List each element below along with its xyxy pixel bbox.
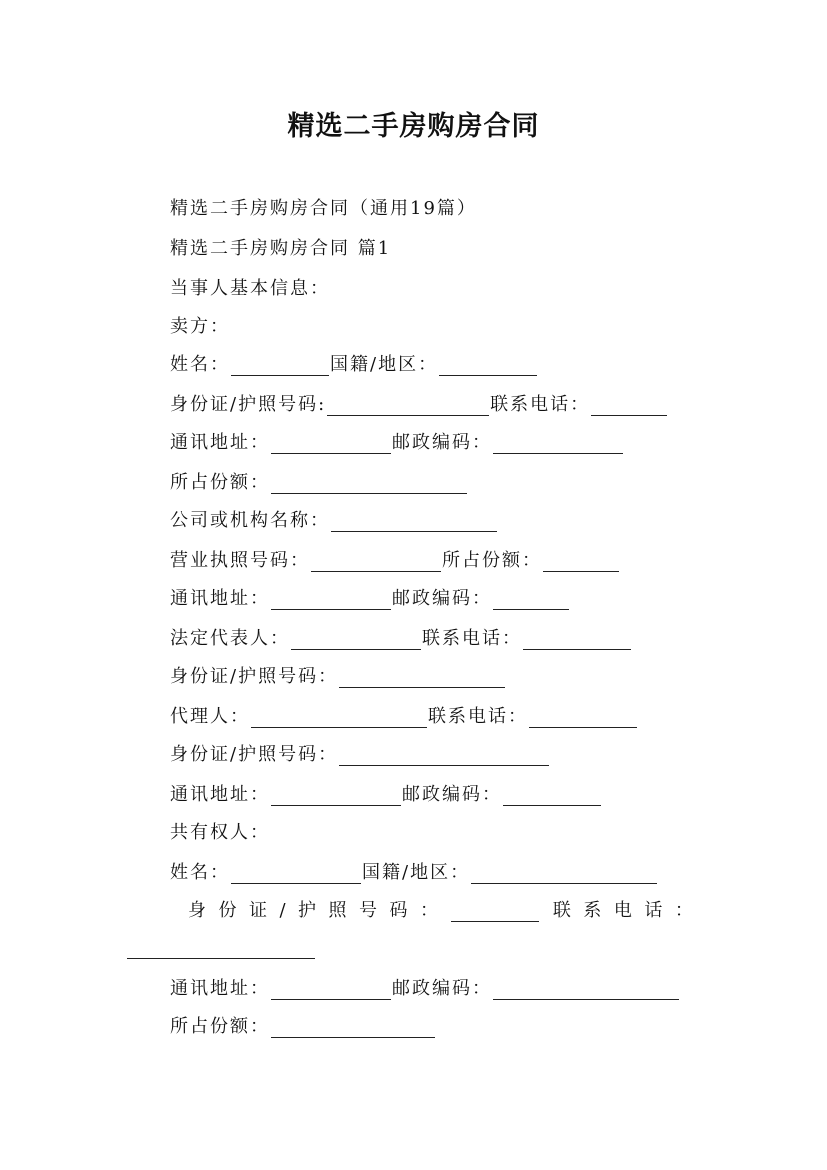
postcode-field[interactable] [493,435,623,454]
nationality-field[interactable] [471,865,657,884]
spread-char: 证 [248,900,267,921]
id-field[interactable] [339,669,505,688]
spread-char: 码 [389,900,408,921]
share-label: 所占份额： [170,1016,270,1037]
spread-char: 话 [644,900,663,921]
id-label: 身份证/护照号码: [170,394,327,415]
postcode-label: 邮政编码： [392,978,492,999]
seller-heading: 卖方： [170,316,230,337]
address-label: 通讯地址： [170,978,270,999]
legal-rep-id-row [170,666,506,688]
postcode-label: 邮政编码： [392,588,492,609]
spread-char: 联 [552,900,571,921]
company-address-row [170,588,570,610]
phone-field[interactable] [127,940,315,959]
nationality-label: 国籍/地区： [362,862,471,883]
spread-char: / [279,900,286,921]
legal-rep-row [170,628,632,650]
co-owner-id-row [188,900,693,922]
company-label: 公司或机构名称： [170,510,330,531]
share-field[interactable] [543,553,619,572]
spread-char: 份 [218,900,237,921]
spread-char: 身 [188,900,206,921]
postcode-field[interactable] [493,591,569,610]
co-owner-share-row [170,1016,436,1038]
id-field[interactable] [327,397,489,416]
id-field[interactable] [451,903,539,922]
spread-char: 系 [583,900,602,921]
basic-info-heading: 当事人基本信息： [170,278,330,299]
id-label: 身份证/护照号码： [170,744,339,765]
agent-address-row [170,784,602,806]
address-label: 通讯地址： [170,432,270,453]
postcode-label: 邮政编码： [392,432,492,453]
seller-id-row [170,394,668,416]
company-field[interactable] [331,513,497,532]
share-field[interactable] [271,475,467,494]
address-field[interactable] [271,591,391,610]
name-field[interactable] [231,865,361,884]
address-label: 通讯地址： [170,588,270,609]
co-owner-heading: 共有权人： [170,822,270,843]
co-owner-address-row [170,978,680,1000]
share-field[interactable] [271,1019,435,1038]
co-owner-name-row [170,862,658,884]
id-label: 身份证/护照号码： [170,666,339,687]
share-label: 所占份额： [170,472,270,493]
agent-row [170,706,638,728]
document-title: 精选二手房购房合同 [287,111,540,142]
address-field[interactable] [271,787,401,806]
spread-char: 照 [328,900,347,921]
license-label: 营业执照号码： [170,550,310,571]
postcode-label: 邮政编码： [402,784,502,805]
part-heading: 精选二手房购房合同 篇1 [170,238,392,259]
agent-field[interactable] [251,709,427,728]
id-field[interactable] [339,747,549,766]
spread-char: 护 [298,900,317,921]
subtitle: 精选二手房购房合同（通用19篇） [170,198,477,219]
address-field[interactable] [271,981,391,1000]
phone-label: 联系电话： [490,394,591,415]
name-label: 姓名： [170,354,230,375]
license-row [170,550,620,572]
seller-share-row [170,472,468,494]
nationality-label: 国籍/地区： [330,354,439,375]
name-label: 姓名： [170,862,230,883]
postcode-field[interactable] [493,981,679,1000]
agent-label: 代理人： [170,706,250,727]
spread-char: 电 [613,900,632,921]
phone-field[interactable] [523,631,631,650]
seller-name-row [170,354,538,376]
license-field[interactable] [311,553,441,572]
share-label: 所占份额： [442,550,542,571]
phone-label: 联系电话： [428,706,528,727]
seller-address-row [170,432,624,454]
company-row [170,510,498,532]
phone-field[interactable] [591,397,667,416]
spread-char: 号 [358,900,377,921]
phone-label: 联系电话： [422,628,522,649]
postcode-field[interactable] [503,787,601,806]
phone-field[interactable] [529,709,637,728]
co-owner-phone-row [126,940,316,959]
spread-char: ： [419,900,438,921]
nationality-field[interactable] [439,357,537,376]
agent-id-row [170,744,550,766]
name-field[interactable] [231,357,329,376]
address-label: 通讯地址： [170,784,270,805]
spread-char: ： [674,900,693,921]
legal-rep-field[interactable] [291,631,421,650]
legal-rep-label: 法定代表人： [170,628,290,649]
address-field[interactable] [271,435,391,454]
